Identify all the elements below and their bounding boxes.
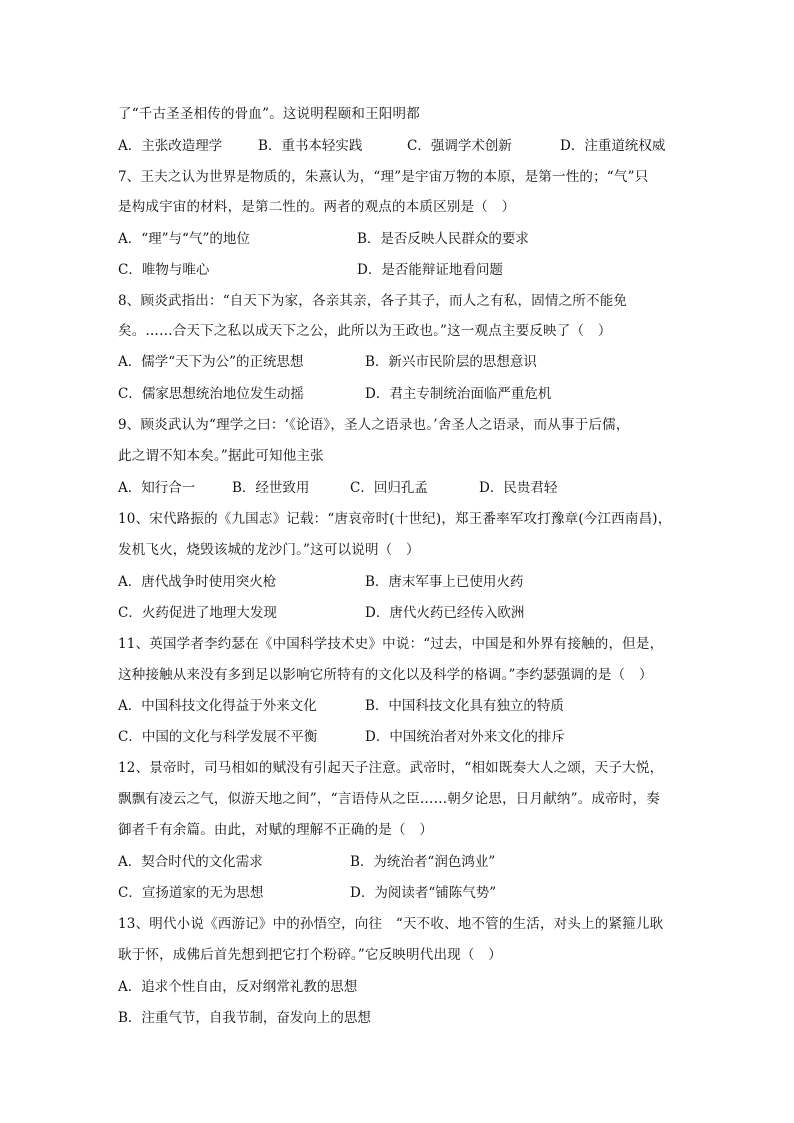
q6-option-d: D．注重道统权威 [560, 138, 666, 154]
question-11-line-1: 11、英国学者李约瑟在《中国科学技术史》中说：“过去，中国是和外界有接触的，但是， [118, 636, 664, 652]
question-12-line-1: 12、景帝时，司马相如的赋没有引起天子注意。武帝时，“相如既奏大人之颂，天子大悦， [118, 760, 664, 776]
question-8-line-2: 矣。……合天下之私以成天下之公，此所以为王政也。”这一观点主要反映了（ ） [118, 323, 612, 339]
q6-option-a: A．主张改造理学 [118, 138, 223, 154]
q11-option-d: D．中国统治者对外来文化的排斥 [365, 729, 565, 745]
q10-option-c: C．火药促进了地理大发现 [118, 605, 277, 621]
q7-option-c: C．唯物与唯心 [118, 262, 210, 278]
q10-option-a: A．唐代战争时使用突火枪 [118, 574, 277, 590]
question-10-line-1: 10、宋代路振的《九国志》记载：“唐哀帝时(十世纪)，郑王番率军攻打豫章(今江西南昌)， [118, 511, 672, 527]
q7-option-b: B．是否反映人民群众的要求 [357, 231, 529, 247]
q8-option-d: D．君主专制统治面临严重危机 [365, 386, 552, 402]
question-11-line-2: 这种接触从来没有多到足以影响它所特有的文化以及科学的格调。”李约瑟强调的是（ ） [118, 667, 653, 683]
q6-option-c: C．强调学术创新 [407, 138, 512, 154]
q9-option-b: B．经世致用 [232, 480, 310, 496]
q8-option-b: B．新兴市民阶层的思想意识 [365, 354, 537, 370]
q8-option-a: A．儒学“天下为公”的正统思想 [118, 354, 304, 370]
question-12-line-3: 御者千有余篇。由此，对赋的理解不正确的是（ ） [118, 822, 434, 838]
q13-option-b: B．注重气节，自我节制，奋发向上的思想 [118, 1010, 371, 1026]
question-8-line-1: 8、顾炎武指出：“自天下为家，各亲其亲，各子其子，而人之有私，固情之所不能免 [118, 293, 628, 309]
question-13-line-2: 耿于怀，成佛后首先想到把它打个粉碎。”它反映明代出现（ ） [118, 947, 502, 963]
q11-option-b: B．中国科技文化具有独立的特质 [365, 698, 564, 714]
q11-option-a: A．中国科技文化得益于外来文化 [118, 698, 317, 714]
question-10-line-2: 发机飞火，烧毁该城的龙沙门。”这可以说明（ ） [118, 542, 420, 558]
q6-option-b: B．重书本轻实践 [258, 138, 363, 154]
question-12-line-2: 飘飘有凌云之气，似游天地之间”，“言语侍从之臣……朝夕论思，日月献纳”。成帝时，奏 [118, 791, 660, 807]
q7-option-a: A．“理”与“气”的地位 [118, 231, 250, 247]
question-9-line-2: 此之谓不知本矣。”据此可知他主张 [118, 448, 324, 464]
q7-option-d: D．是否能辩证地看问题 [357, 262, 503, 278]
q12-option-d: D．为阅读者“铺陈气势” [350, 885, 497, 901]
q9-option-d: D．民贵君轻 [479, 480, 558, 496]
question-13-line-1: 13、明代小说《西游记》中的孙悟空，向往 “天不收、地不管的生活，对头上的紧箍儿耿 [118, 916, 664, 932]
q12-option-a: A．契合时代的文化需求 [118, 854, 263, 870]
question-9-line-1: 9、顾炎武认为“理学之曰：‘《论语》，圣人之语录也。’舍圣人之语录，而从事于后儒， [118, 417, 630, 433]
question-6-stem-tail: 了“千古圣圣相传的骨血”。这说明程颐和王阳明都 [118, 106, 420, 122]
question-7-line-2: 是构成宇宙的材料，是第二性的。两者的观点的本质区别是（ ） [118, 199, 516, 215]
q8-option-c: C．儒家思想统治地位发生动摇 [118, 386, 304, 402]
q11-option-c: C．中国的文化与科学发展不平衡 [118, 729, 318, 745]
q12-option-b: B．为统治者“润色鸿业” [350, 854, 496, 870]
q10-option-d: D．唐代火药已经传入欧洲 [365, 605, 525, 621]
q9-option-c: C．回归孔孟 [350, 480, 428, 496]
q10-option-b: B．唐末军事上已使用火药 [365, 574, 524, 590]
q12-option-c: C．宣扬道家的无为思想 [118, 885, 264, 901]
q13-option-a: A．追求个性自由，反对纲常礼教的思想 [118, 979, 358, 995]
question-7-line-1: 7、王夫之认为世界是物质的，朱熹认为，“理”是宇宙万物的本原，是第一性的；“气”只 [118, 169, 649, 185]
q9-option-a: A．知行合一 [118, 480, 196, 496]
